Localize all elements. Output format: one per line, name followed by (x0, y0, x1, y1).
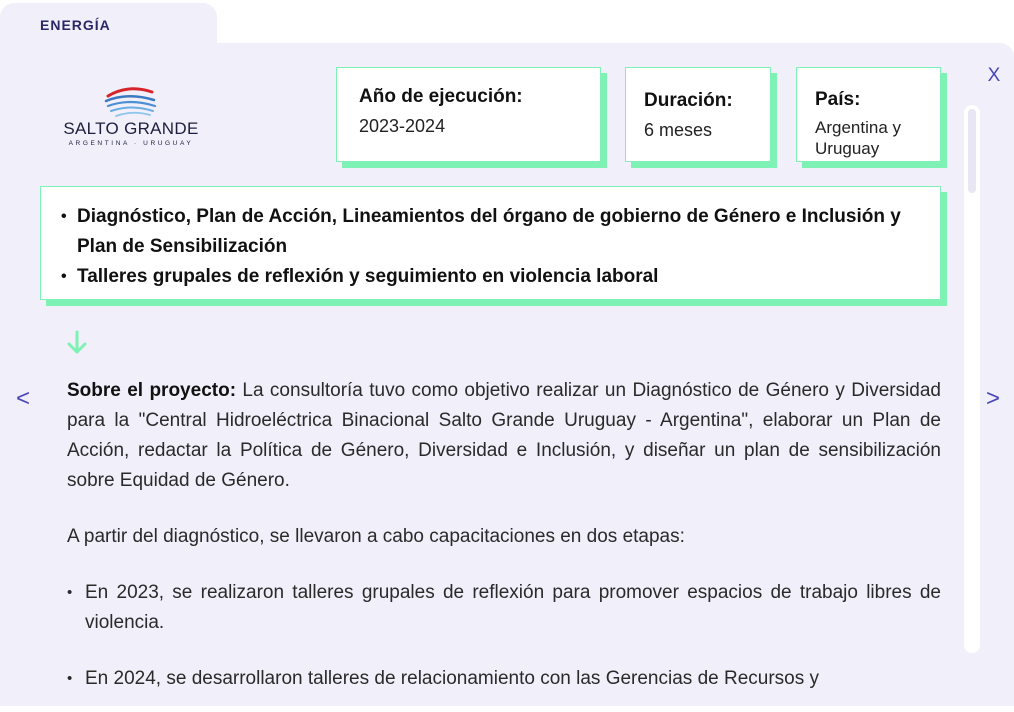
country-label: País: (815, 89, 861, 110)
logo-subtitle: ARGENTINA · URUGUAY (68, 140, 194, 147)
country-card (796, 67, 941, 162)
deliverables-list (61, 202, 916, 292)
chevron-left-icon: < (15, 385, 30, 412)
deliverable-item: • Diagnóstico, Plan de Acción, Lineamientos del órgano de gobierno de Género e Inclusión y Plan de Sensibilización (61, 202, 916, 262)
chevron-right-icon: > (985, 385, 1000, 412)
scrollbar[interactable] (964, 105, 980, 653)
stage-item: • En 2023, se realizaron talleres grupales de reflexión para promover espacios de trabajo libres de violencia. (67, 578, 941, 638)
stages-list (67, 578, 941, 694)
deliverables-card (40, 186, 941, 300)
project-intro-label: Sobre el proyecto: (67, 380, 237, 401)
arrow-down-icon (66, 330, 88, 356)
execution-year-card (336, 67, 601, 162)
deliverable-item: • Talleres grupales de reflexión y seguimiento en violencia laboral (61, 262, 916, 292)
project-intro (67, 376, 941, 496)
client-logo (56, 84, 206, 154)
execution-year-value: 2023-2024 (359, 116, 446, 136)
close-button[interactable] (984, 64, 1004, 88)
close-icon: X (987, 65, 1001, 86)
duration-card (625, 67, 771, 162)
duration-label: Duración: (644, 90, 733, 111)
execution-year-label: Año de ejecución: (359, 86, 523, 107)
wave-logo-icon (56, 84, 206, 122)
previous-button[interactable] (12, 384, 34, 414)
category-tab-label: ENERGÍA (40, 17, 111, 33)
project-intro-text: La consultoría tuvo como objetivo realizar un Diagnóstico de Género y Diversidad para la "Central Hidroeléctrica Binacional Salto Grande Uruguay - Argentina", elaborar un Plan de Acción, redactar la Política de Género, Diversidad e Inclusión, y diseñar un plan de sensibilización sobre Equidad de Género. (67, 380, 942, 491)
category-tab[interactable] (0, 3, 217, 47)
stages-intro: A partir del diagnóstico, se llevaron a cabo capacitaciones en dos etapas: (67, 526, 685, 547)
stage-item: • En 2024, se desarrollaron talleres de relacionamiento con las Gerencias de Recursos y (67, 664, 941, 694)
next-button[interactable] (982, 384, 1004, 414)
country-value: Argentina y Uruguay (815, 118, 901, 158)
project-description (67, 376, 941, 706)
duration-value: 6 meses (644, 120, 713, 140)
logo-name: SALTO GRANDE (63, 119, 199, 138)
scrollbar-thumb[interactable] (968, 109, 976, 193)
